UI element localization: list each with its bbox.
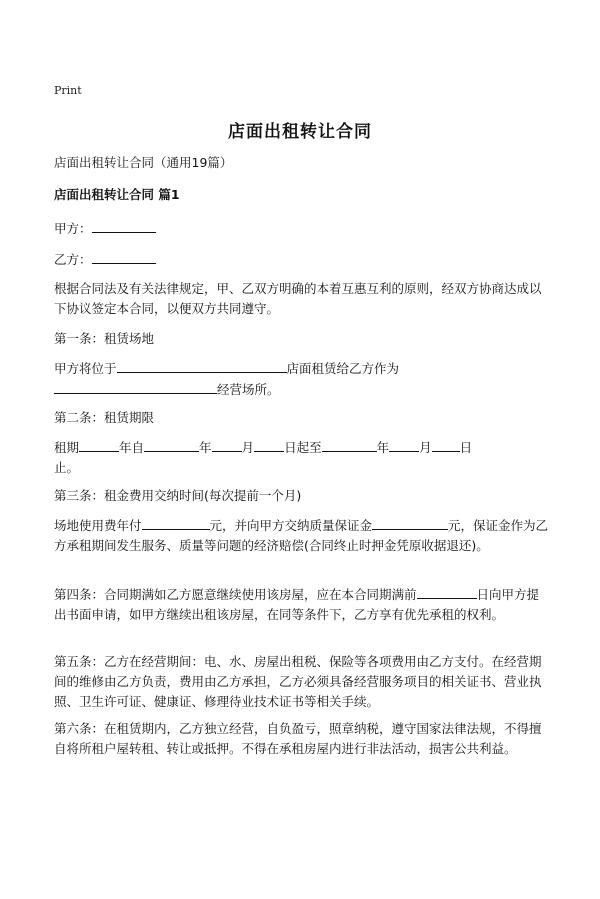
- party-a-blank: [92, 218, 156, 233]
- article-4-text-1: 第四条：合同期满如乙方愿意继续使用该房屋，应在本合同期满前: [54, 587, 417, 602]
- article-4-paragraph: [54, 584, 550, 625]
- article-1-body: [54, 358, 550, 400]
- article-2-text-5: 日起至: [284, 440, 322, 455]
- party-b-line: [54, 249, 550, 270]
- article-2-blank-years: [79, 437, 119, 452]
- intro-paragraph: 根据合同法及有关法律规定，甲、乙双方明确的本着互惠互利的原则，经双方协商达成以下协议签定本合同，以便双方共同遵守。: [54, 281, 542, 316]
- article-3-blank-fee: [142, 515, 210, 530]
- article-4-text-2: 日向甲方提出书面申请，如甲方继续出租该房屋，在同等条件下，乙方享有优先承租的权利。: [54, 587, 540, 622]
- page-title: 店面出租转让合同: [228, 122, 372, 142]
- article-4-blank-days: [417, 584, 477, 599]
- article-2-text-6: 年: [376, 440, 390, 455]
- article-1-text-3: 经营场所。: [217, 382, 280, 397]
- article-3-heading: 第三条：租金费用交纳时间(每次提前一个月): [54, 488, 302, 503]
- article-6-paragraph: 第六条：在租赁期内，乙方独立经营，自负盈亏，照章纳税，遵守国家法律法规，不得擅自将所租户屋转租、转让或抵押。不得在承租房屋内进行非法活动，损害公共利益。: [54, 721, 542, 756]
- party-b-label: 乙方：: [54, 252, 92, 267]
- article-2-blank-end-day: [432, 437, 460, 452]
- article-1-text-2: 店面租赁给乙方作为: [286, 361, 400, 376]
- article-3-blank-deposit: [372, 515, 448, 530]
- article-2-text-1: 租期: [54, 440, 80, 455]
- article-3-text-1: 场地使用费年付: [54, 518, 142, 533]
- party-a-line: [54, 218, 550, 239]
- article-1-heading: 第一条：租赁场地: [54, 331, 155, 346]
- article-5-paragraph: 第五条：乙方在经营期间：电、水、房屋出租税、保险等各项费用由乙方支付。在经营期间的维修由乙方负责，费用由乙方承担，乙方必须具备经营服务项目的相关证书、营业执照、卫生许可证、健康证、修理待业技术证书等相关手续。: [54, 654, 542, 709]
- party-a-label: 甲方：: [54, 221, 92, 236]
- article-1-blank-location: [117, 358, 287, 373]
- article-2-text-8: 日: [459, 440, 473, 455]
- article-3-text-3: 元，保证金作为乙方承租期间发生服务、质量等问题的经济赔偿(合同终止时押金凭原收据退还)。: [54, 518, 549, 553]
- article-2-blank-start-day: [254, 437, 284, 452]
- article-2-body: [54, 437, 550, 478]
- party-b-blank: [92, 249, 156, 264]
- article-1-blank-use: [54, 379, 217, 394]
- document-subtitle: 店面出租转让合同（通用19篇）: [54, 155, 233, 170]
- article-2-text-3: 年: [199, 440, 212, 455]
- article-2-text-4: 月: [241, 440, 255, 455]
- article-2-heading: 第二条：租赁期限: [54, 410, 155, 425]
- article-2-text-9: 止。: [54, 460, 80, 475]
- article-2-text-2: 年自: [119, 440, 145, 455]
- article-2-blank-start-year: [144, 437, 199, 452]
- article-2-blank-start-month: [212, 437, 242, 452]
- article-3-body: [54, 515, 550, 556]
- article-1-text-1: 甲方将位于: [54, 361, 117, 376]
- article-2-blank-end-month: [389, 437, 419, 452]
- print-label[interactable]: Print: [54, 84, 82, 97]
- article-3-text-2: 元，并向甲方交纳质量保证金: [209, 518, 373, 533]
- section-heading: 店面出租转让合同 篇1: [54, 187, 180, 202]
- article-2-text-7: 月: [419, 440, 432, 455]
- article-2-blank-end-year: [322, 437, 377, 452]
